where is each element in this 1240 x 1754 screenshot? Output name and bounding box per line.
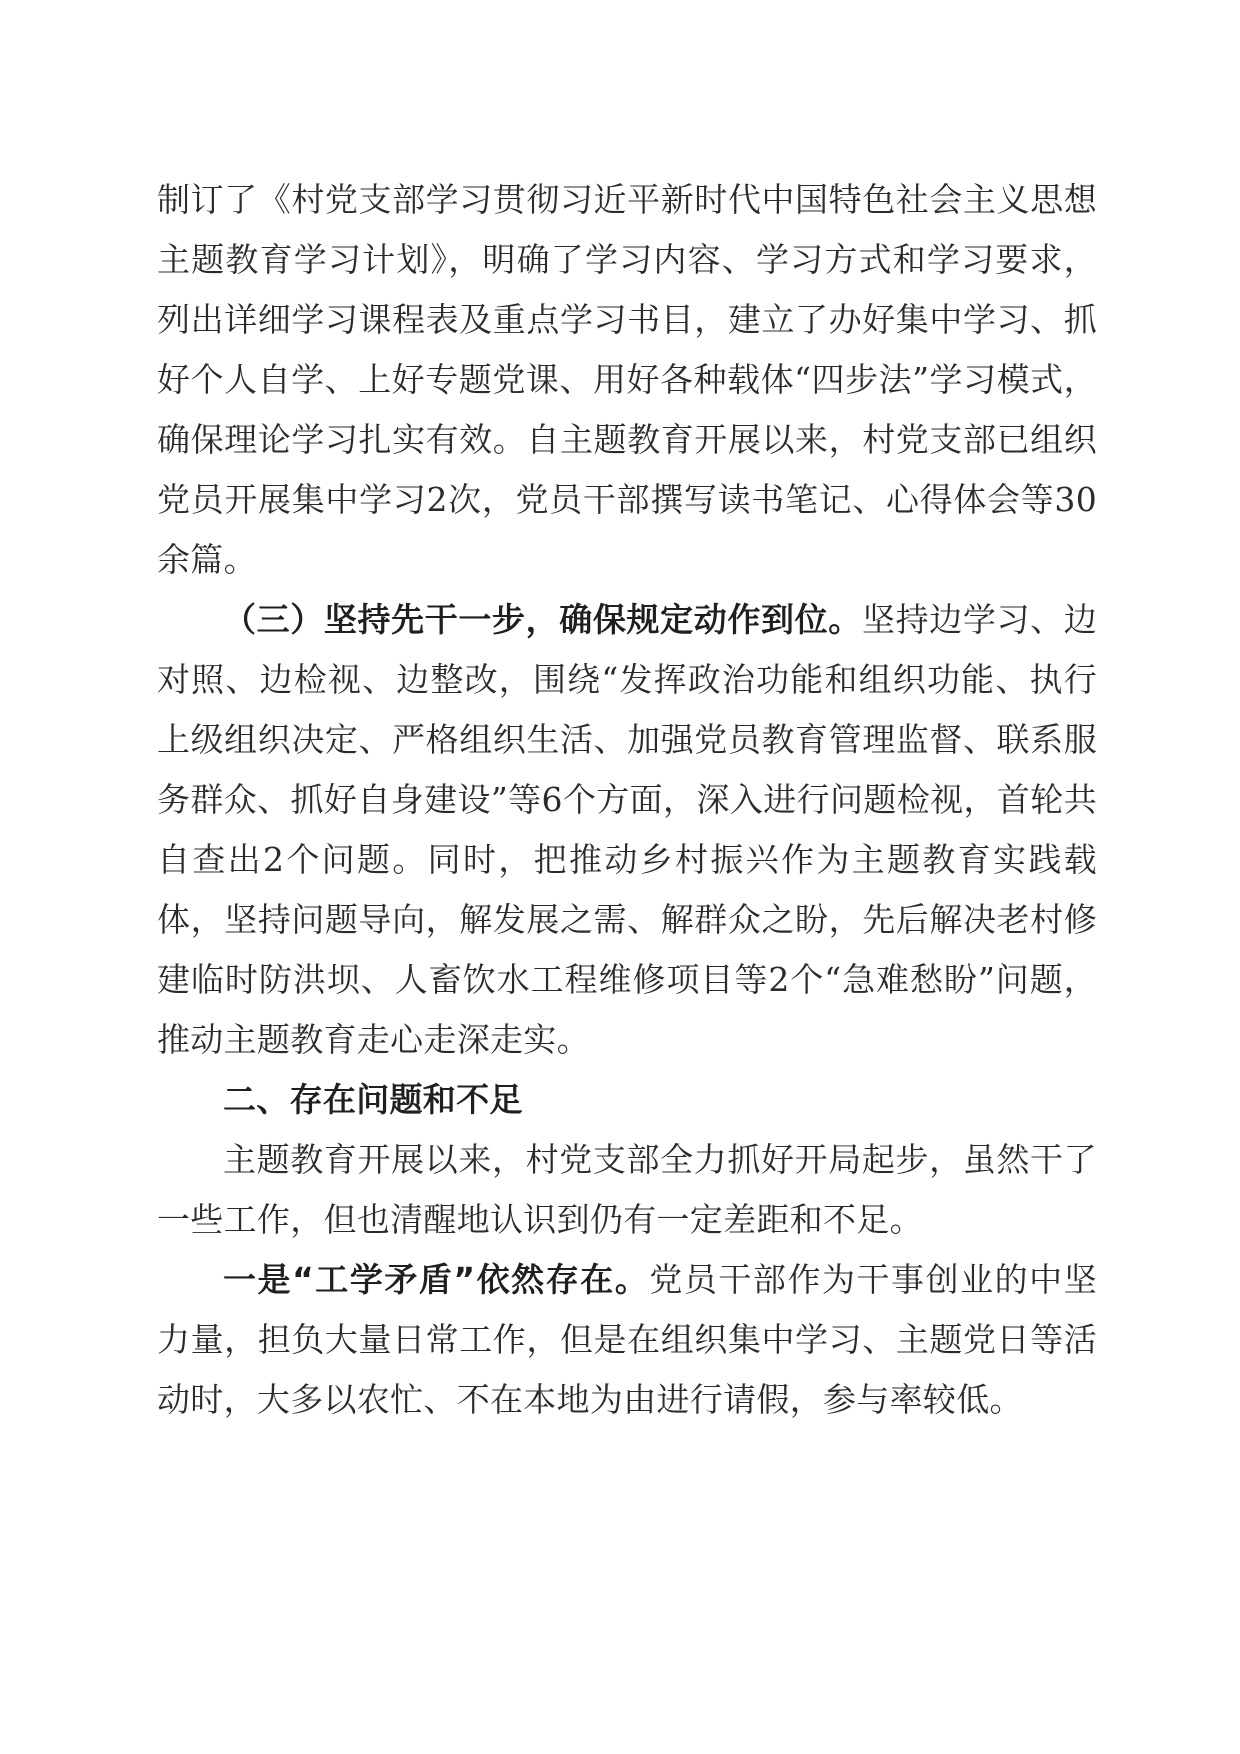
section-3-body: 坚持边学习、边对照、边检视、边整改，围绕“发挥政治功能和组织功能、执行上级组织决定、严格组织生活、加强党员教育管理监督、联系服务群众、抓好自身建设”等6个方面，深入进行问题检视，首轮共自查出2个问题。同时，把推动乡村振兴作为主题教育实践载体，坚持问题导向，解发展之需、解群众之盼，先后解决老村修建临时防洪坝、人畜饮水工程维修项目等2个“急难愁盼”问题，推动主题教育走心走深走实。	[157, 600, 1098, 1059]
paragraph-problem-1	[157, 1250, 1097, 1430]
problem-1-lead: 一是“工学矛盾”依然存在。	[223, 1260, 650, 1299]
problem-1-body: 党员干部作为干事创业的中坚力量，担负大量日常工作，但是在组织集中学习、主题党日等活动时，大多以农忙、不在本地为由进行请假，参与率较低。	[157, 1260, 1098, 1419]
paragraph-study-plan: 制订了《村党支部学习贯彻习近平新时代中国特色社会主义思想主题教育学习计划》，明确了学习内容、学习方式和学习要求，列出详细学习课程表及重点学习书目，建立了办好集中学习、抓好个人自学、上好专题党课、用好各种载体“四步法”学习模式，确保理论学习扎实有效。自主题教育开展以来，村党支部已组织党员开展集中学习2次，党员干部撰写读书笔记、心得体会等30余篇。	[157, 180, 1097, 579]
paragraph-problems-intro: 主题教育开展以来，村党支部全力抓好开局起步，虽然干了一些工作，但也清醒地认识到仍有一定差距和不足。	[157, 1140, 1097, 1239]
heading-problems: 二、存在问题和不足	[223, 1080, 523, 1119]
paragraph-section-3	[157, 590, 1097, 1070]
document-body	[157, 170, 1097, 1430]
section-3-lead: （三）坚持先干一步，确保规定动作到位。	[223, 600, 862, 639]
